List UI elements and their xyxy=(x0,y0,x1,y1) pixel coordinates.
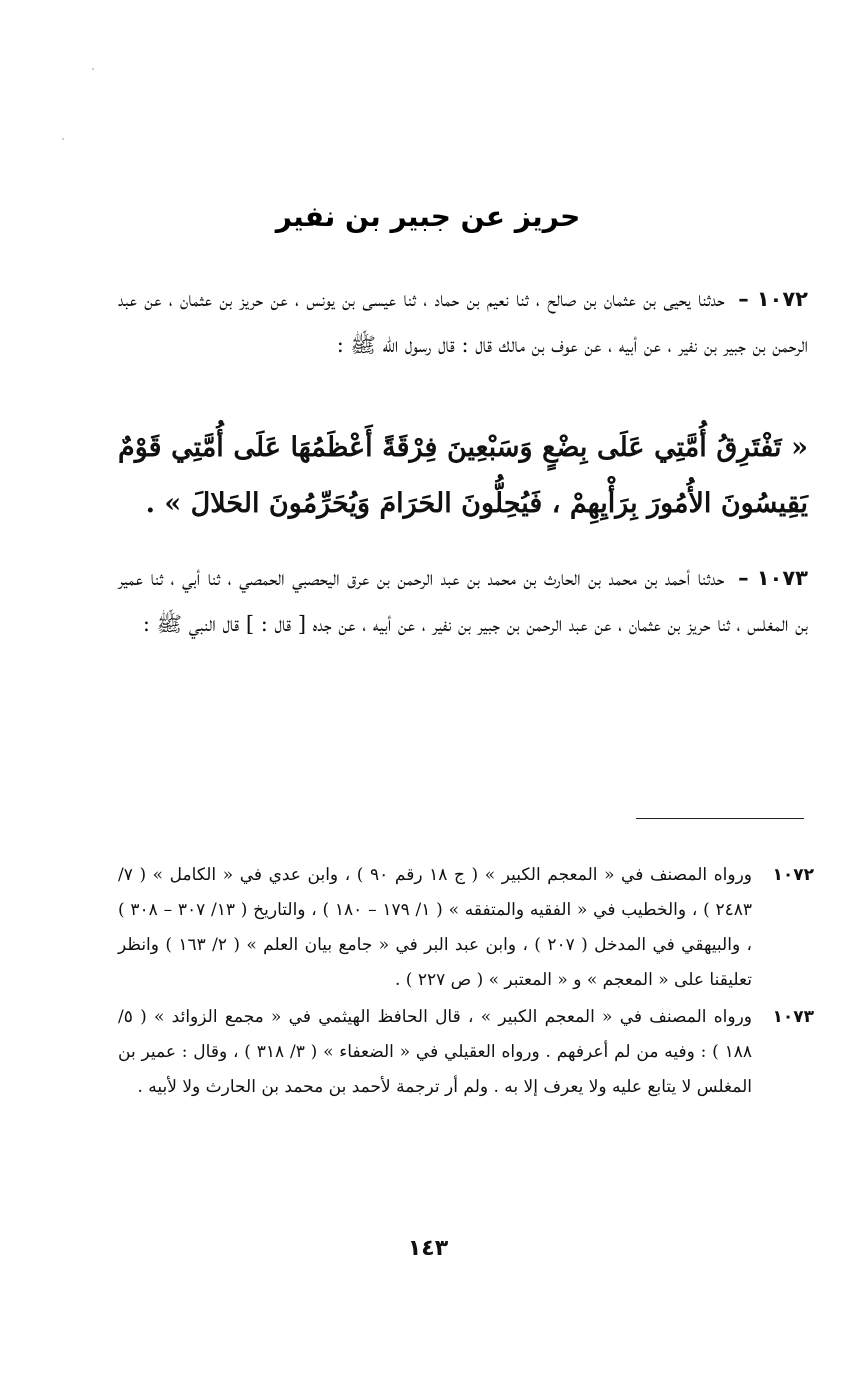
footnote-separator xyxy=(636,818,804,819)
hadith-number: ١٠٧٣ – xyxy=(738,566,808,590)
footnote-number: ١٠٧٢ xyxy=(772,865,814,885)
footnote-1073 xyxy=(118,1000,814,1105)
footnote-number: ١٠٧٣ xyxy=(772,1007,814,1027)
scan-speck xyxy=(62,138,64,140)
footnotes xyxy=(118,858,814,1105)
footnote-text: ورواه المصنف في « المعجم الكبير » ، قال الحافظ الهيثمي في « مجمع الزوائد » ( ٥/ ١٨٨ ) : وفيه من لم أعرفهم . ورواه العقيلي في « الضعفاء » ( ٣/ ٣١٨ ) ، وقال : عمير بن المغلس لا يتابع عليه ولا يعرف إلا به . ولم أر ترجمة لأحمد بن محمد بن الحارث ولا لأبيه . xyxy=(118,1007,753,1097)
scan-speck xyxy=(92,68,94,70)
hadith-text: حدثنا أحمد بن محمد بن الحارث بن محمد بن عبد الرحمن بن عرق اليحصبي الحمصي ، ثنا أبي ، ثنا عمير بن المغلس ، ثنا حريز بن عثمان ، عن عبد الرحمن بن جبير بن نفير ، عن أبيه ، عن جده [ قال : ] قال النبي ﷺ : xyxy=(118,566,808,636)
hadith-1073-isnad xyxy=(118,555,808,647)
footnote-text: ورواه المصنف في « المعجم الكبير » ( ج ١٨ رقم ٩٠ ) ، وابن عدي في « الكامل » ( ٧/ ٢٤٨٣ ) ، والخطيب في « الفقيه والمتفقه » ( ١/ ١٧٩ – ١٨٠ ) ، والتاريخ ( ١٣/ ٣٠٧ – ٣٠٨ ) ، والبيهقي في المدخل ( ٢٠٧ ) ، وابن عبد البر في « جامع بيان العلم » ( ٢/ ١٦٣ ) وانظر تعليقنا على « المعجم » و « المعتبر » ( ص ٢٢٧ ) . xyxy=(118,865,753,990)
hadith-number: ١٠٧٢ – xyxy=(738,287,808,311)
chapter-title: حريز عن جبير بن نفير xyxy=(275,199,581,233)
footnote-1072 xyxy=(118,858,814,998)
hadith-1072-isnad xyxy=(118,276,808,368)
page-number: ١٤٣ xyxy=(407,1236,449,1261)
hadith-1072-matn: « تَفْتَرِقُ أُمَّتِي عَلَى بِضْعٍ وَسَبْعِينَ فِرْقَةً أَعْظَمُهَا عَلَى أُمَّتِي قَوْمٌ يَقِيسُونَ الأُمُورَ بِرَأْيِهِمْ ، فَيُحِلُّونَ الحَرَامَ وَيُحَرِّمُونَ الحَلالَ » . xyxy=(118,432,808,519)
hadith-text: حدثنا يحيى بن عثمان بن صالح ، ثنا نعيم بن حماد ، ثنا عيسى بن يونس ، عن حريز بن عثمان ، عن عبد الرحمن بن جبير بن نفير ، عن أبيه ، عن عوف بن مالك قال : قال رسول الله ﷺ : xyxy=(118,287,808,357)
